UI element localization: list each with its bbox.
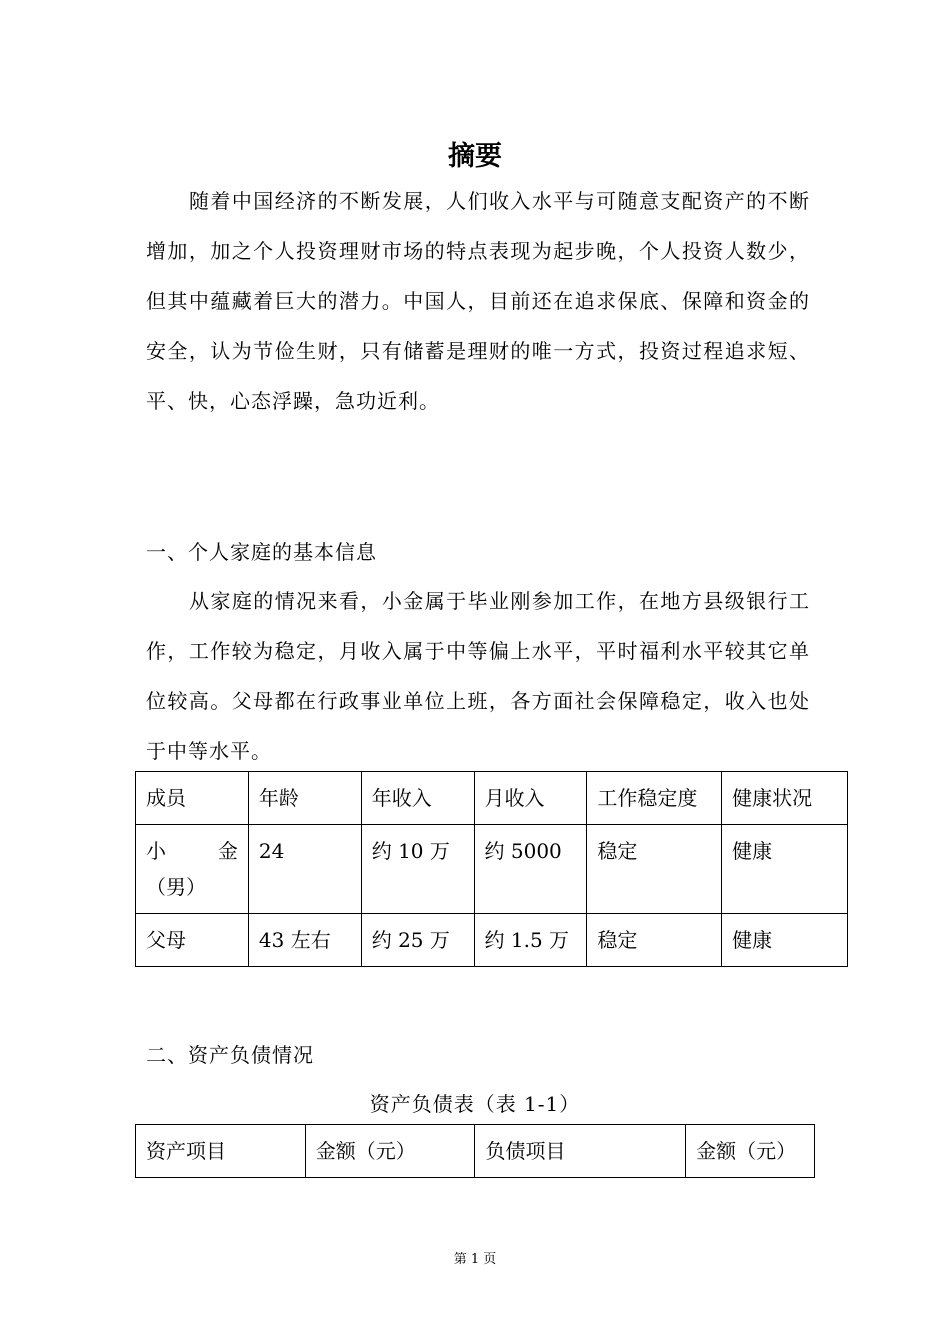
table-caption: 资产负债表（表 1-1） <box>369 1092 581 1116</box>
table-header-cell: 负债项目 <box>475 1125 686 1178</box>
section2-heading: 二、资产负债情况 <box>146 1043 314 1067</box>
table-cell: 约 25 万 <box>361 914 474 967</box>
table-cell: 43 左右 <box>248 914 361 967</box>
balance-sheet-table <box>135 1124 815 1178</box>
abstract-paragraph: 随着中国经济的不断发展，人们收入水平与可随意支配资产的不断增加，加之个人投资理财市场的特点表现为起步晚，个人投资人数少，但其中蕴藏着巨大的潜力。中国人，目前还在追求保底、保障和资金的安全，认为节俭生财，只有储蓄是理财的唯一方式，投资过程追求短、平、快，心态浮躁，急功近利。 <box>146 189 810 413</box>
table-header-cell: 金额（元） <box>305 1125 475 1178</box>
table-header-cell: 年收入 <box>361 772 474 825</box>
table-header-cell: 年龄 <box>248 772 361 825</box>
table-cell: 约 1.5 万 <box>474 914 587 967</box>
table-cell: 父母 <box>136 914 249 967</box>
table-header-row <box>136 772 848 825</box>
table-header-cell: 资产项目 <box>136 1125 306 1178</box>
table-header-cell: 月收入 <box>474 772 587 825</box>
page-title: 摘要 <box>448 141 502 172</box>
page-number: 第 1 页 <box>453 1252 497 1267</box>
table-cell: 健康 <box>722 825 848 914</box>
table-row <box>136 825 848 914</box>
table-header-row <box>136 1125 815 1178</box>
table-cell: 健康 <box>722 914 848 967</box>
table-cell: 24 <box>248 825 361 914</box>
table-header-cell: 成员 <box>136 772 249 825</box>
section1-heading: 一、个人家庭的基本信息 <box>146 540 377 564</box>
family-info-table <box>135 771 848 967</box>
table-cell: 稳定 <box>587 825 722 914</box>
table-row <box>136 914 848 967</box>
table-header-cell: 工作稳定度 <box>587 772 722 825</box>
table-header-cell: 健康状况 <box>722 772 848 825</box>
table-cell: 小 金（男） <box>136 825 249 914</box>
table-header-cell: 金额（元） <box>686 1125 815 1178</box>
section1-paragraph: 从家庭的情况来看，小金属于毕业刚参加工作，在地方县级银行工作，工作较为稳定，月收入属于中等偏上水平，平时福利水平较其它单位较高。父母都在行政事业单位上班，各方面社会保障稳定，收入也处于中等水平。 <box>146 589 810 763</box>
table-cell: 稳定 <box>587 914 722 967</box>
table-cell: 约 5000 <box>474 825 587 914</box>
table-cell: 约 10 万 <box>361 825 474 914</box>
